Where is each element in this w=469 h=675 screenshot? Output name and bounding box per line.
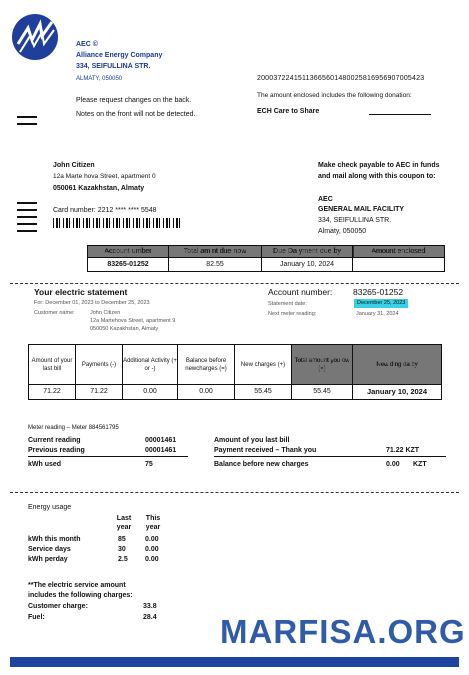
next-reading-value: January 31, 2024 [356, 311, 399, 317]
charges-note2: includes the following charges: [28, 592, 133, 599]
activity-balance: 0.00 [178, 385, 235, 400]
usage-row-this: 0.00 [145, 556, 159, 563]
usage-col-this: This year [145, 515, 161, 531]
usage-row-last: 85 [118, 536, 126, 543]
balance-label: Balance before new charges [214, 461, 309, 468]
customer-charge-label: Customer charge: [28, 603, 88, 610]
payment-received-label: Payment received – Thank you [214, 447, 317, 454]
usage-row-this: 0.00 [145, 546, 159, 553]
statement-period: For: December 01, 2023 to December 25, 2023 [34, 300, 150, 306]
summary-header-amount: Total am nt due now [169, 246, 262, 258]
donation-text: The amount enclosed includes the following donation: [257, 92, 412, 99]
meter-divider [28, 456, 188, 457]
statement-title: Your electric statement [34, 287, 128, 297]
statement-customer-city: 050050 Kazakhstan, Almaty [90, 326, 159, 332]
activity-header-new-charges: New charges (+) [235, 345, 292, 385]
statement-customer-street: 12a Martehova Street, apartment 9 [90, 318, 176, 324]
customer-charge-value: 33.8 [143, 603, 157, 610]
company-name-1: AEC © [76, 41, 98, 48]
summary-header-enclosed: Amount enclosed [353, 246, 445, 258]
usage-title: Energy usage [28, 504, 72, 511]
usage-row-this: 0.00 [145, 536, 159, 543]
balance-unit: KZT [413, 461, 427, 468]
meter-title: Meter reading – Meter 884561795 [28, 425, 119, 431]
activity-due-date: January 10, 2024 [353, 385, 442, 400]
mail-to-2: GENERAL MAIL FACILITY [318, 206, 405, 213]
kwh-used-label: kWh used [28, 461, 62, 468]
postal-barcode [53, 218, 183, 228]
activity-header-payments: Payments (-) [76, 345, 123, 385]
fuel-value: 28.4 [143, 614, 157, 621]
company-name-2: Alliance Energy Company [76, 52, 163, 59]
cut-line [10, 283, 459, 284]
activity-header-due-by: New ding da by [353, 345, 442, 385]
summary-header-due: Due Da yment due by [262, 246, 353, 258]
account-number-label: Account number: [268, 287, 333, 297]
current-reading-value: 00001461 [145, 437, 177, 444]
mail-to-3: 334, SEIFULLINA STR. [318, 217, 392, 224]
activity-header-total: Total amount you ow (=) [292, 345, 353, 385]
activity-last-bill: 71.22 [29, 385, 76, 400]
watermark: MARFISA.ORG [220, 613, 466, 650]
usage-row-label: kWh this month [28, 536, 81, 543]
activity-payments: 71.22 [76, 385, 123, 400]
usage-row-last: 2.5 [118, 556, 128, 563]
amount-enclosed-field[interactable] [353, 258, 445, 272]
kwh-used-value: 75 [145, 461, 153, 468]
next-reading-label: Next meter reading: [268, 311, 317, 317]
company-address: 334, SEIFULLINA STR. [76, 63, 151, 70]
account-number-value: 83265-01252 [353, 287, 404, 297]
last-bill-label: Amount of you last bill [214, 437, 290, 444]
statement-customer-name: John Citizen [90, 310, 121, 316]
account-activity-table [28, 344, 442, 400]
margin-mark [17, 116, 37, 130]
charges-note1: **The electric service amount [28, 582, 126, 589]
customer-street: 12a Marte hova Street, apartment 0 [53, 173, 156, 180]
usage-row-label: kWh perday [28, 556, 68, 563]
customer-label: Customer name: [34, 310, 75, 316]
customer-city: 050061 Kazakhstan, Almaty [53, 185, 145, 192]
activity-additional: 0.00 [123, 385, 178, 400]
activity-total: 55.45 [292, 385, 353, 400]
footer-bar [10, 657, 459, 667]
company-logo [12, 14, 58, 60]
summary-header-account: Account umber [88, 246, 169, 258]
activity-header-balance: Balance before newcharges (=) [178, 345, 235, 385]
payable-line1: Make check payable to AEC in funds [318, 162, 440, 169]
donation-line [369, 114, 431, 115]
activity-header-additional: Additional Activity (+ or -) [123, 345, 178, 385]
note-front: Notes on the front will not be detected. [76, 111, 196, 118]
mail-to-1: AEC [318, 196, 333, 203]
section-divider [10, 492, 459, 493]
activity-new-charges: 55.45 [235, 385, 292, 400]
usage-row-label: Service days [28, 546, 71, 553]
statement-date-label: Statement date: [268, 301, 307, 307]
bill-divider [214, 456, 446, 457]
note-changes: Please request changes on the back. [76, 97, 192, 104]
activity-header-last-bill: Amount of your last bill [29, 345, 76, 385]
payment-summary-table [87, 245, 445, 272]
payable-line2: and mail along with this coupon to: [318, 173, 436, 180]
company-city: ALMATY, 050050 [76, 76, 123, 82]
card-number: Card number: 2212 **** **** 5548 [53, 207, 157, 214]
payment-received-value: 71.22 KZT [386, 447, 420, 454]
mail-to-4: Almaty, 050050 [318, 228, 367, 235]
current-reading-label: Current reading [28, 437, 81, 444]
donation-label: ECH Care to Share [257, 108, 320, 115]
previous-reading-value: 00001461 [145, 447, 177, 454]
margin-mark [17, 202, 37, 237]
usage-row-last: 30 [118, 546, 126, 553]
usage-col-last: Last year [116, 515, 132, 531]
customer-name: John Citizen [53, 162, 95, 169]
statement-date-value: December 25, 2023 [354, 299, 408, 308]
fuel-label: Fuel: [28, 614, 45, 621]
summary-due: January 10, 2024 [262, 258, 353, 272]
balance-value: 0.00 [386, 461, 400, 468]
summary-account: 83265-01252 [88, 258, 169, 272]
scanline: 20003722415113665601480025816956907005423 [257, 75, 425, 82]
summary-amount: 82.55 [169, 258, 262, 272]
previous-reading-label: Previous reading [28, 447, 85, 454]
